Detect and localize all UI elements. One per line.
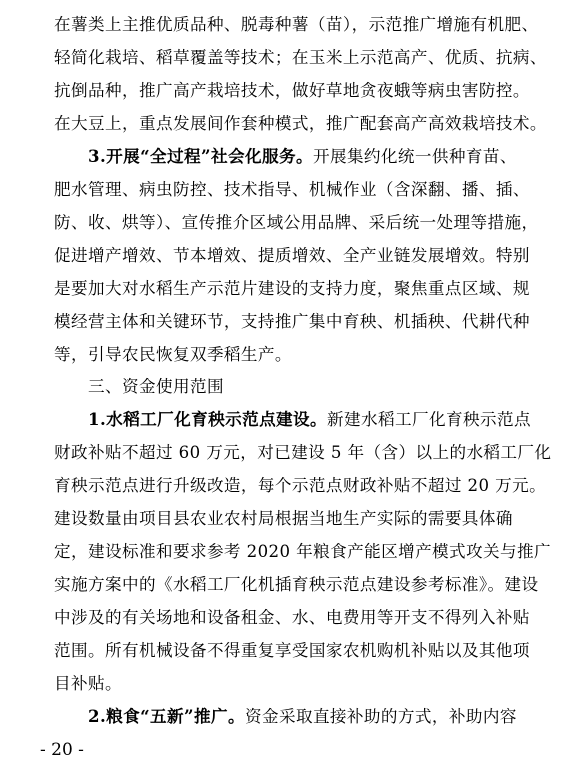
- paragraph-line: [0, 535, 573, 568]
- paragraph-line: [0, 469, 573, 502]
- paragraph-line: [0, 239, 573, 272]
- text-line: 是要加大对水稻生产示范片建设的支持力度，聚焦重点区域、规: [54, 279, 530, 298]
- text-line: 目补贴。: [54, 674, 122, 693]
- text-line: 范围。所有机械设备不得重复享受国家农机购机补贴以及其他项: [54, 641, 530, 660]
- paragraph-line: [0, 700, 573, 733]
- item2-heading: 2.粮食“五新”推广。: [88, 706, 245, 726]
- section3-heading: 3.开展“全过程”社会化服务。: [88, 146, 313, 166]
- section3-text: 开展集约化统一供种育苗、: [312, 147, 517, 166]
- paragraph-line: [0, 601, 573, 634]
- text-line: 在薯类上主推优质品种、脱毒种薯（苗），示范推广增施有机肥、: [54, 15, 539, 34]
- text-line: [88, 140, 541, 173]
- chapter-heading: 三、资金使用范围: [88, 377, 224, 396]
- paragraph-line: [0, 338, 573, 371]
- text-line: 模经营主体和关键环节，支持推广集中育秧、机插秧、代耕代种: [54, 312, 530, 331]
- paragraph-line: [0, 74, 573, 107]
- paragraph-line: [0, 568, 573, 601]
- text-line: 等，引导农民恢复双季稻生产。: [54, 345, 292, 364]
- text-line: 中涉及的有关场地和设备租金、水、电费用等开支不得列入补贴: [54, 608, 530, 627]
- chapter-heading-line: [0, 370, 573, 403]
- text-line: 肥水管理、病虫防控、技术指导、机械作业（含深翻、播、插、: [54, 180, 530, 199]
- paragraph-line: [0, 436, 573, 469]
- text-line: [88, 700, 541, 733]
- text-line: 在大豆上，重点发展间作套种模式，推广配套高产高效栽培技术。: [54, 114, 547, 133]
- section3-first-line: [0, 140, 573, 173]
- item1-text: 新建水稻工厂化育秧示范点: [327, 410, 531, 429]
- text-line: 育秧示范点进行升级改造，每个示范点财政补贴不超过 20 万元。: [54, 476, 547, 495]
- text-line: 财政补贴不超过 60 万元，对已建设 5 年（含）以上的水稻工厂化: [54, 443, 552, 462]
- text-line: 抗倒品种，推广高产栽培技术，做好草地贪夜蛾等病虫害防控。: [54, 81, 530, 100]
- text-line: 防、收、烘等）、宣传推介区域公用品牌、采后统一处理等措施，: [54, 213, 539, 232]
- paragraph-line: [0, 305, 573, 338]
- paragraph-line: [0, 206, 573, 239]
- item2-text: 资金采取直接补助的方式，补助内容: [244, 707, 517, 726]
- text-line: 轻简化栽培、稻草覆盖等技术；在玉米上示范高产、优质、抗病、: [54, 48, 547, 67]
- text-line: 定，建设标准和要求参考 2020 年粮食产能区增产模式攻关与推广: [54, 542, 552, 561]
- paragraph-line: [0, 173, 573, 206]
- page-number: - 20 -: [40, 740, 84, 760]
- paragraph-line: [0, 107, 573, 140]
- text-line: 促进增产增效、节本增效、提质增效、全产业链发展增效。特别: [54, 246, 530, 265]
- paragraph-line: [0, 634, 573, 667]
- paragraph-line: [0, 41, 573, 74]
- text-line: 实施方案中的《水稻工厂化机插育秧示范点建设参考标准》。建设: [54, 575, 539, 594]
- text-line: 建设数量由项目县农业农村局根据当地生产实际的需要具体确: [54, 509, 513, 528]
- item1-heading: 1.水稻工厂化育秧示范点建设。: [88, 409, 328, 429]
- paragraph-line: [0, 667, 573, 700]
- paragraph-line: [0, 8, 573, 41]
- paragraph-line: [0, 502, 573, 535]
- item1-first-line: [0, 403, 573, 436]
- text-line: [88, 403, 541, 436]
- paragraph-line: [0, 272, 573, 305]
